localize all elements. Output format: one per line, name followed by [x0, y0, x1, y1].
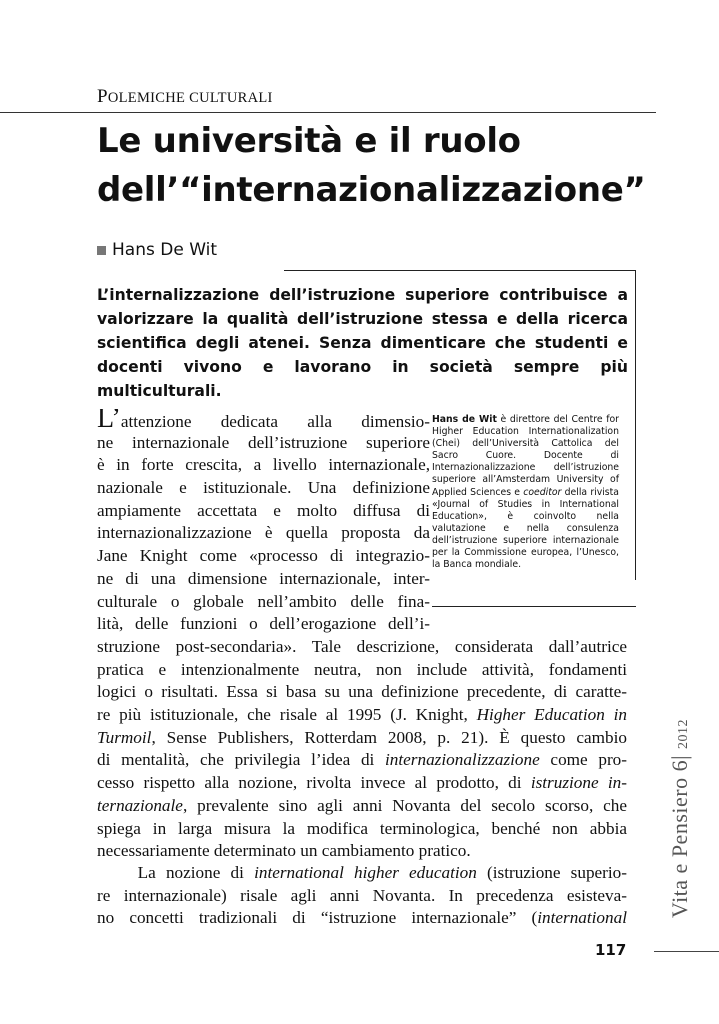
abstract-frame-right — [635, 270, 636, 580]
author-byline — [97, 240, 217, 260]
bio-role: coeditor — [523, 486, 562, 498]
bio-rule — [432, 606, 636, 607]
drop-cap: L’ — [97, 409, 121, 432]
author-name: Hans De Wit — [112, 240, 218, 260]
paragraph-3: La nozione di international higher education (istruzione superio- re internazionale) risale agli anni Novanta. In precedenza esisteva- no concetti tradizionali di “istruzione internazionale” (international — [97, 863, 627, 928]
paragraph-1: L’attenzione dedicata alla dimensio- ne internazionale dell’istruzione superiore è in forte crescita, a livello internazionale, nazionale e istituzionale. Una definizione ampiamente accettata e molto diffusa di internazionalizzazione è quella proposta da Jane Knight come «processo di integrazio- ne di una dimensione internazionale, inter- culturale o globale nell’ambito delle fina- lità, delle funzioni o dell’erogazione dell’i- — [97, 409, 430, 636]
article-title — [97, 117, 657, 215]
bullet-square-icon — [97, 246, 106, 255]
title-line-1: Le università e il ruolo — [97, 121, 521, 161]
section-label: POLEMICHE CULTURALI — [97, 86, 273, 107]
section-rule — [0, 112, 656, 113]
page-number: 117 — [595, 941, 627, 959]
journal-year: 2012 — [676, 719, 691, 749]
author-bio: Hans de Wit è direttore del Centre for Higher Education Internationalization (Chei) dell’Università Cattolica del Sacro Cuore. Docente di Internazionalizzazione dell’istruzione superiore all’Amsterdam University of Applied Sciences e coeditor della rivista «Journal of Studies in International Education», è coinvolto nella valutazione e nella consulenza dell’istruzione superiore internazionale per la Commissione europea, l’Unesco, la Banca mondiale. — [432, 414, 619, 571]
journal-name: Vita e Pensiero 6 — [667, 759, 692, 918]
title-line-2: dell’“internazionalizzazione” — [97, 170, 646, 210]
abstract: L’internalizzazione dell’istruzione superiore contribuisce a valorizzare la qualità dell’istruzione stessa e della ricerca scientifica degli atenei. Senza dimenticare che studenti e docenti vivono e lavorano in società sempre più multiculturali. — [97, 286, 628, 400]
bio-name: Hans de Wit — [432, 414, 497, 425]
journal-sidebar: Vita e Pensiero 6| 2012 — [667, 719, 692, 918]
page-number-rule — [654, 951, 719, 952]
abstract-frame-top — [284, 270, 636, 271]
paragraph-2: struzione post-secondaria». Tale descrizione, considerata dall’autrice pratica e intenzionalmente neutra, non include attività, fondamenti logici o risultati. Essa si basa su una definizione precedente, di caratte- re più istituzionale, che risale al 1995 (J. Knight, Higher Education in Turmoil, Sense Publishers, Rotterdam 2008, p. 21). È questo cambio di mentalità, che privilegia l’idea di internazionalizzazione come pro- cesso rispetto alla nozione, rivolta invece al prodotto, di istruzione in- ternazionale, prevalente sino agli anni Novanta del secolo scorso, che spiega in larga misura la modifica terminologica, benché non abbia necessariamente determinato un cambiamento pratico. — [97, 637, 627, 861]
